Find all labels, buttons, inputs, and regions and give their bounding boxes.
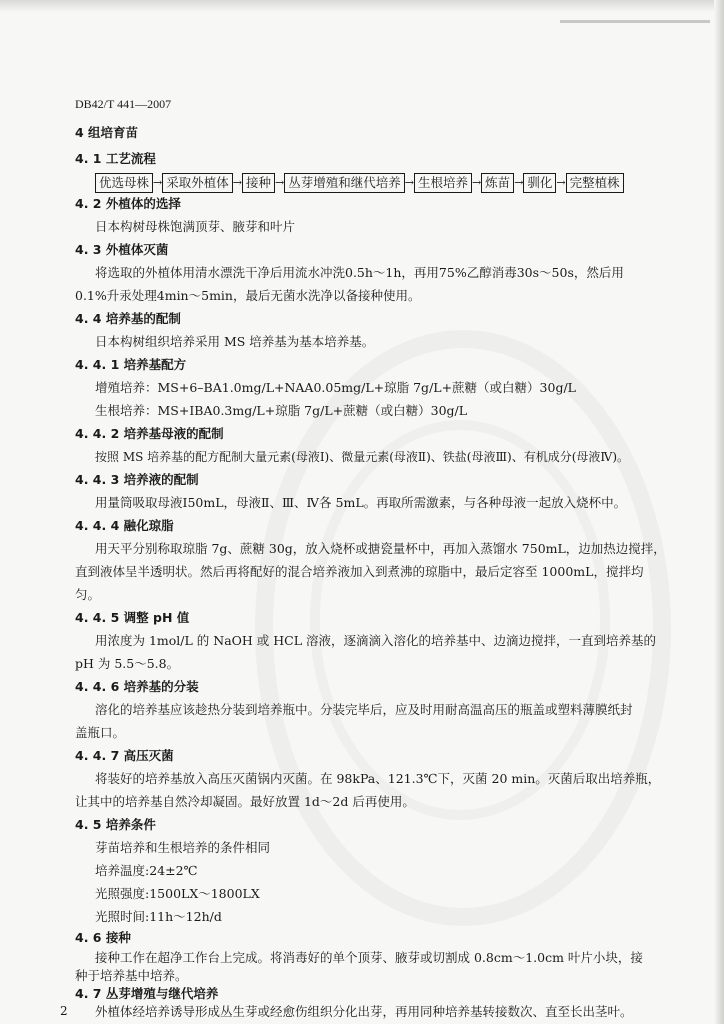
section-4-4-6-text-1: 溶化的培养基应该趁热分装到培养瓶中。分装完毕后，应及时用耐高温高压的瓶盖或塑料薄膜纸封 [95,702,633,717]
section-4-6-text-2: 种于培养基中培养。 [75,968,188,983]
flow-step: 炼苗 [481,173,514,193]
flow-step: 优选母株 [95,173,153,193]
flow-arrow: → [514,176,524,189]
section-4-4-4-heading: 4. 4. 4 融化琼脂 [75,518,174,533]
flow-arrow: → [153,176,163,189]
section-4-3-heading: 4. 3 外植体灭菌 [75,242,169,257]
section-4-2-heading: 4. 2 外植体的选择 [75,196,181,211]
section-4-4-5-heading: 4. 4. 5 调整 pH 值 [75,610,190,625]
flow-arrow: → [556,176,566,189]
section-4-4-7-text-2: 让其中的培养基自然冷却凝固。最好放置 1d～2d 后再使用。 [75,794,415,809]
section-4-heading: 4 组培育苗 [75,125,139,140]
section-4-5-text-1: 芽苗培养和生根培养的条件相同 [95,840,271,855]
flow-step: 生根培养 [414,173,472,193]
section-4-4-3-text: 用量筒吸取母液Ⅰ50mL，母液Ⅱ、Ⅲ、Ⅳ各 5mL。再取所需激素，与各种母液一起放入烧杯中。 [95,495,627,510]
document-header: DB42/T 441—2007 [75,97,172,111]
flow-step: 采取外植体 [162,173,233,193]
section-4-4-text: 日本构树组织培养采用 MS 培养基为基本培养基。 [95,334,375,349]
section-4-4-2-heading: 4. 4. 2 培养基母液的配制 [75,426,224,441]
section-4-5-text-4: 光照时间:11h～12h/d [95,909,222,924]
section-4-4-7-text-1: 将装好的培养基放入高压灭菌锅内灭菌。在 98kPa、121.3℃下，灭菌 20 min。灭菌后取出培养瓶， [95,771,661,786]
scan-edge [714,0,724,1024]
section-4-4-1-text-2: 生根培养：MS+IBA0.3mg/L+琼脂 7g/L+蔗糖（或白糖）30g/L [95,403,468,418]
section-4-7-text: 外植体经培养诱导形成丛生芽或经愈伤组织分化出芽，再用同种培养基转接数次、直至长出茎叶。 [95,1004,633,1019]
flow-arrow: → [274,176,285,189]
section-4-5-text-2: 培养温度:24±2℃ [95,863,198,878]
section-4-4-5-text-1: 用浓度为 1mol/L 的 NaOH 或 HCL 溶液，逐滴滴入溶化的培养基中、边滴边搅拌，一直到培养基的 [95,633,656,648]
section-4-4-1-heading: 4. 4. 1 培养基配方 [75,357,187,372]
page-number: 2 [60,1004,68,1018]
section-4-1-heading: 4. 1 工艺流程 [75,151,156,166]
section-4-4-3-heading: 4. 4. 3 培养液的配制 [75,472,199,487]
section-4-6-heading: 4. 6 接种 [75,930,131,945]
section-4-4-1-text-1: 增殖培养：MS+6–BA1.0mg/L+NAA0.05mg/L+琼脂 7g/L+蔗糖（或白糖）30g/L [95,380,576,395]
section-4-2-text: 日本构树母株饱满顶芽、腋芽和叶片 [95,219,296,234]
section-4-4-heading: 4. 4 培养基的配制 [75,311,181,326]
flow-arrow: → [404,176,414,189]
flow-arrow: → [232,176,242,189]
section-4-4-4-text-3: 匀。 [75,587,101,602]
section-4-5-text-3: 光照强度:1500LX～1800LX [95,886,260,901]
process-flow-diagram [95,172,645,194]
section-4-4-2-text: 按照 MS 培养基的配方配制大量元素(母液Ⅰ)、微量元素(母液Ⅱ)、铁盐(母液Ⅲ)、有机成分(母液Ⅳ)。 [95,450,630,464]
section-4-5-heading: 4. 5 培养条件 [75,817,156,832]
scan-mark [560,20,710,23]
watermark-stamp-inner [310,420,610,820]
section-4-4-5-text-2: pH 为 5.5～5.8。 [75,656,180,671]
flow-arrow: → [471,176,482,189]
section-4-7-heading: 4. 7 丛芽增殖与继代培养 [75,986,219,1001]
section-4-3-text-1: 将选取的外植体用清水漂洗干净后用流水冲洗0.5h～1h，再用75%乙醇消毒30s～50s，然后用 [95,265,624,280]
flow-step: 接种 [242,173,275,193]
section-4-4-4-text-2: 直到液体呈半透明状。然后再将配好的混合培养液加入到煮沸的琼脂中，最后定容至 1000mL，搅拌均 [75,564,644,579]
section-4-4-6-heading: 4. 4. 6 培养基的分装 [75,679,199,694]
section-4-4-4-text-1: 用天平分别称取琼脂 7g、蔗糖 30g，放入烧杯或搪瓷量杯中，再加入蒸馏水 750mL，边加热边搅拌， [95,541,666,556]
section-4-6-text-1: 接种工作在超净工作台上完成。将消毒好的单个顶芽、腋芽或切割成 0.8cm～1.0cm 叶片小块，接 [95,950,643,965]
section-4-3-text-2: 0.1%升汞处理4min～5min，最后无菌水洗净以备接种使用。 [75,288,421,303]
scan-edge [0,0,724,12]
section-4-4-7-heading: 4. 4. 7 高压灭菌 [75,748,174,763]
flow-step: 完整植株 [566,173,624,193]
flow-step: 丛芽增殖和继代培养 [284,173,405,193]
section-4-4-6-text-2: 盖瓶口。 [75,725,126,740]
flow-step: 驯化 [523,173,556,193]
